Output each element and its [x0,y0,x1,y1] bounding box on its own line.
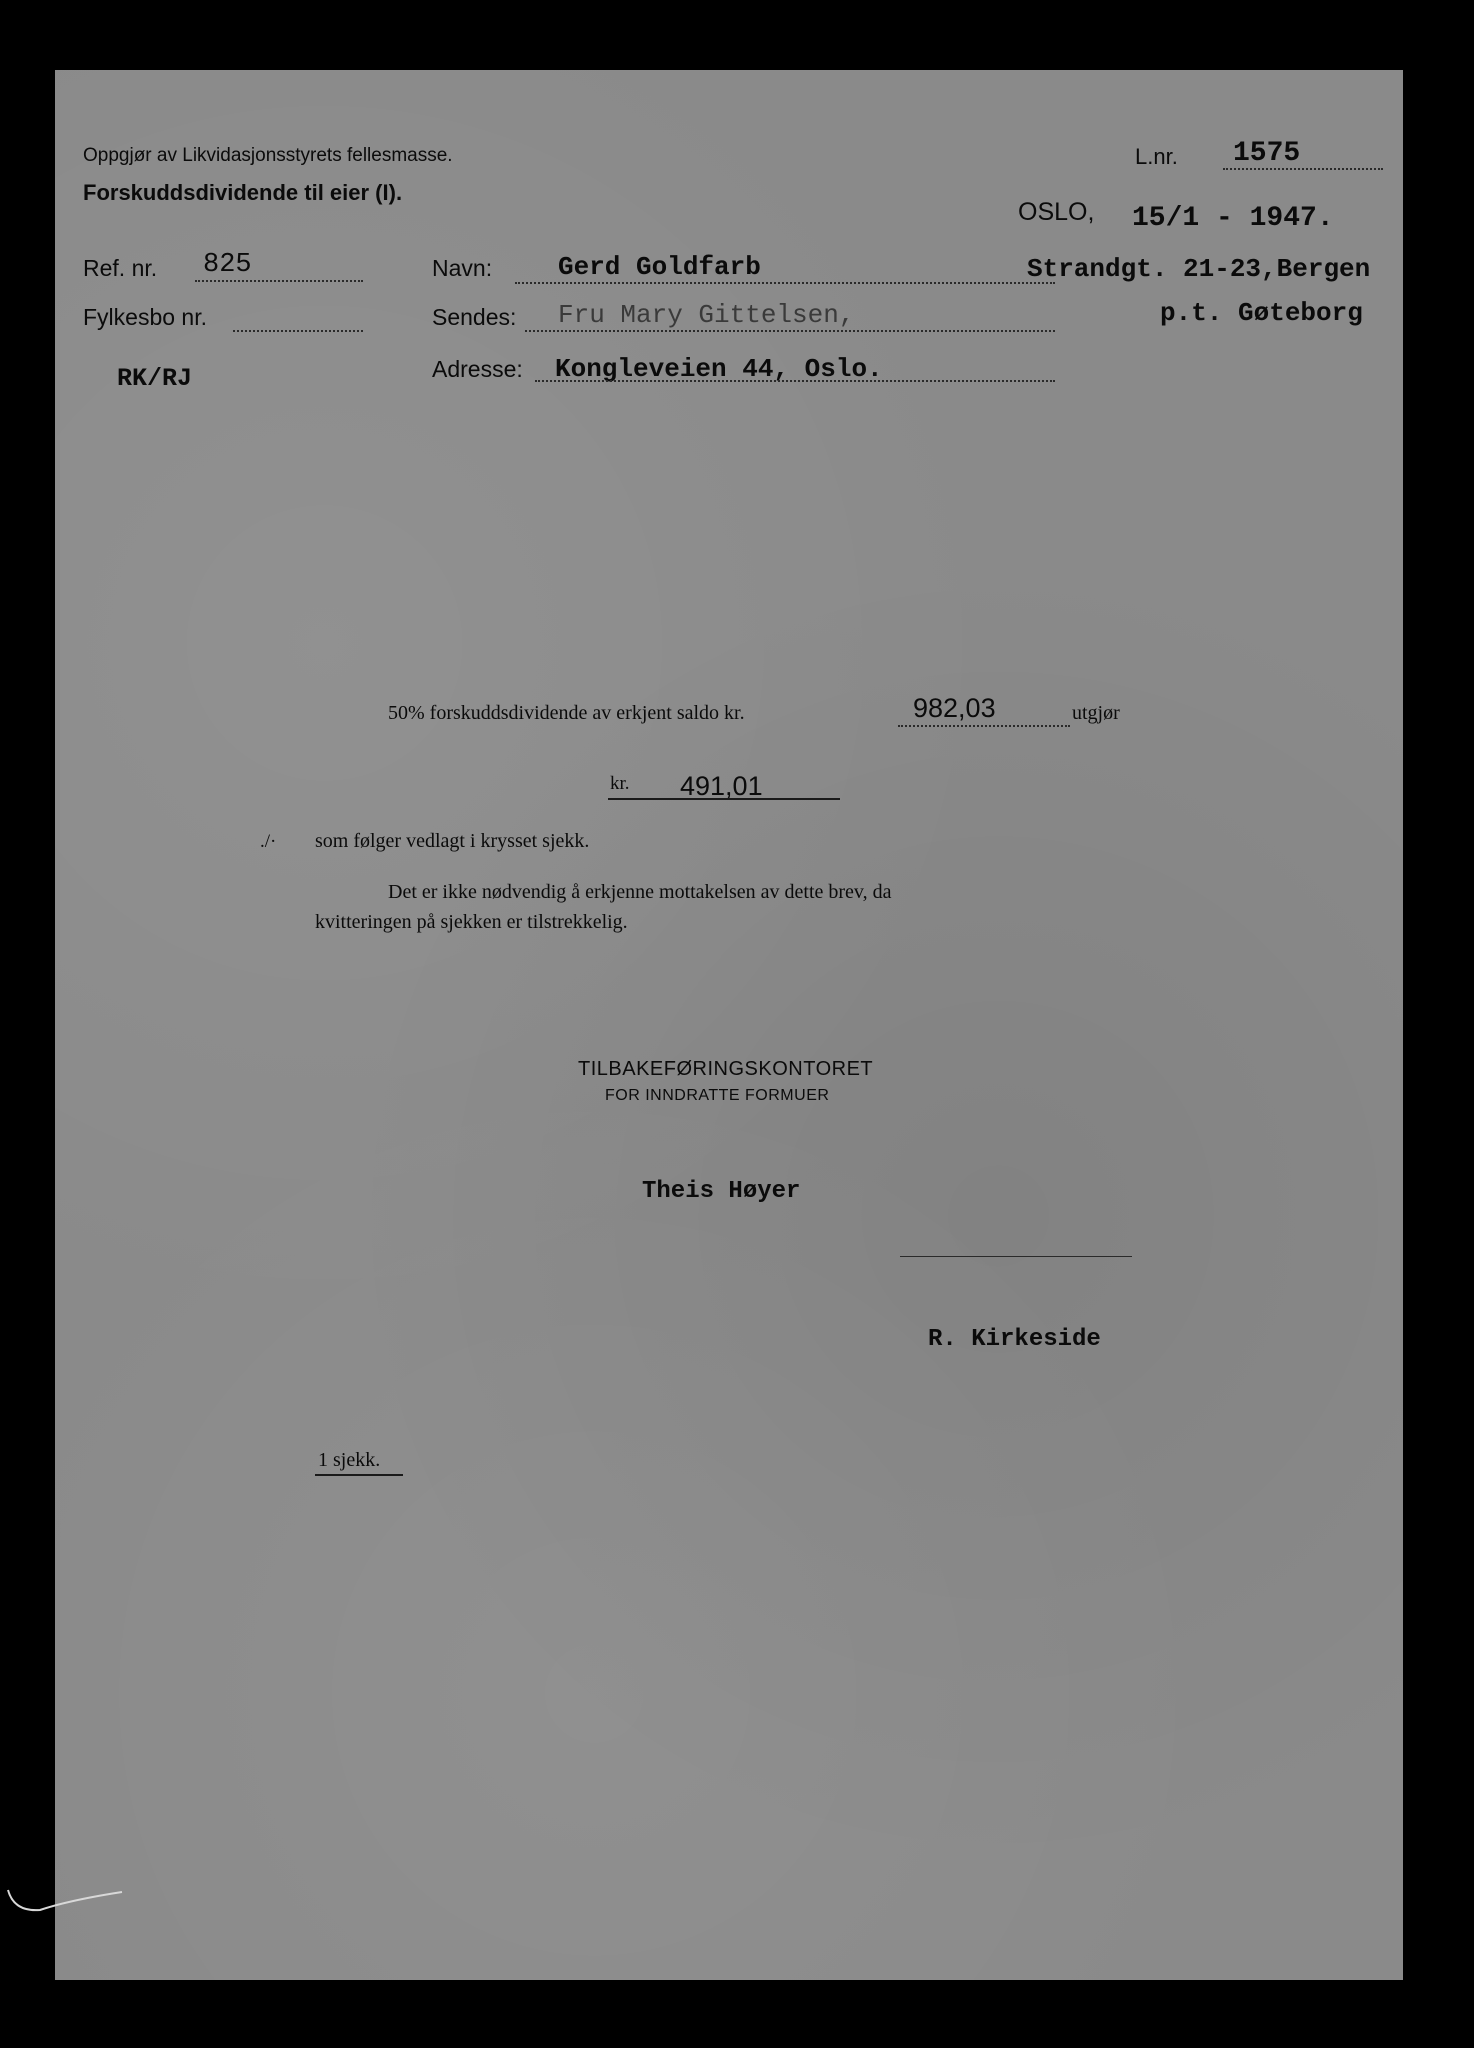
kr-label: kr. [610,773,630,794]
amount-underline [608,798,840,800]
navn-dotted-line [515,282,1055,284]
org-line: Oppgjør av Likvidasjonsstyrets fellesmasse. [83,145,453,166]
paragraph-line2: kvitteringen på sjekken er tilstrekkelig. [315,911,628,933]
document-page [55,70,1403,1980]
paragraph-line1: Det er ikke nødvendig å erkjenne mottakelsen av dette brev, da [388,881,892,903]
signer2-name: R. Kirkeside [928,1326,1101,1353]
lnr-dotted-line [1223,168,1383,170]
office-line2: FOR INNDRATTE FORMUER [605,1087,830,1104]
lnr-label: L.nr. [1135,144,1178,169]
initials: RK/RJ [117,364,193,393]
adresse-label: Adresse: [432,356,523,382]
navn-label: Navn: [432,255,493,281]
sendes-value: Fru Mary Gittelsen, [558,300,855,330]
office-line1: TILBAKEFØRINGSKONTORET [578,1058,874,1080]
ref-value: 825 [203,250,252,280]
navn-value: Gerd Goldfarb [558,252,761,282]
sendes-dotted-line [525,330,1055,332]
date-value: 15/1 - 1947. [1132,203,1334,234]
utgjor-text: utgjør [1072,702,1120,724]
ref-label: Ref. nr. [83,255,158,281]
ref-dotted-line [195,280,363,282]
adresse-dotted-line [535,380,1055,382]
adresse-value: Kongleveien 44, Oslo. [555,354,883,384]
margin-mark [0,1870,140,1930]
saldo-value: 982,03 [913,693,996,723]
signature-line [900,1256,1132,1257]
amount-value: 491,01 [680,771,763,801]
fylkesbo-dotted-line [233,330,363,332]
navn-address-line2: p.t. Gøteborg [1160,298,1363,328]
enclosure-underline [315,1474,403,1476]
sendes-label: Sendes: [432,304,517,330]
signer1-name: Theis Høyer [642,1178,801,1205]
dividend-text: 50% forskuddsdividende av erkjent saldo kr. [388,702,745,724]
fylkesbo-label: Fylkesbo nr. [83,304,207,330]
lnr-value: 1575 [1233,138,1301,169]
place-label: OSLO, [1018,198,1095,226]
navn-address-line1: Strandgt. 21-23,Bergen [1027,254,1371,284]
cheque-text: som følger vedlagt i krysset sjekk. [315,830,590,852]
saldo-dotted-line [898,725,1070,727]
document-title: Forskuddsdividende til eier (I). [83,180,403,205]
check-mark: ./· [260,831,277,852]
enclosure-note: 1 sjekk. [318,1449,381,1471]
